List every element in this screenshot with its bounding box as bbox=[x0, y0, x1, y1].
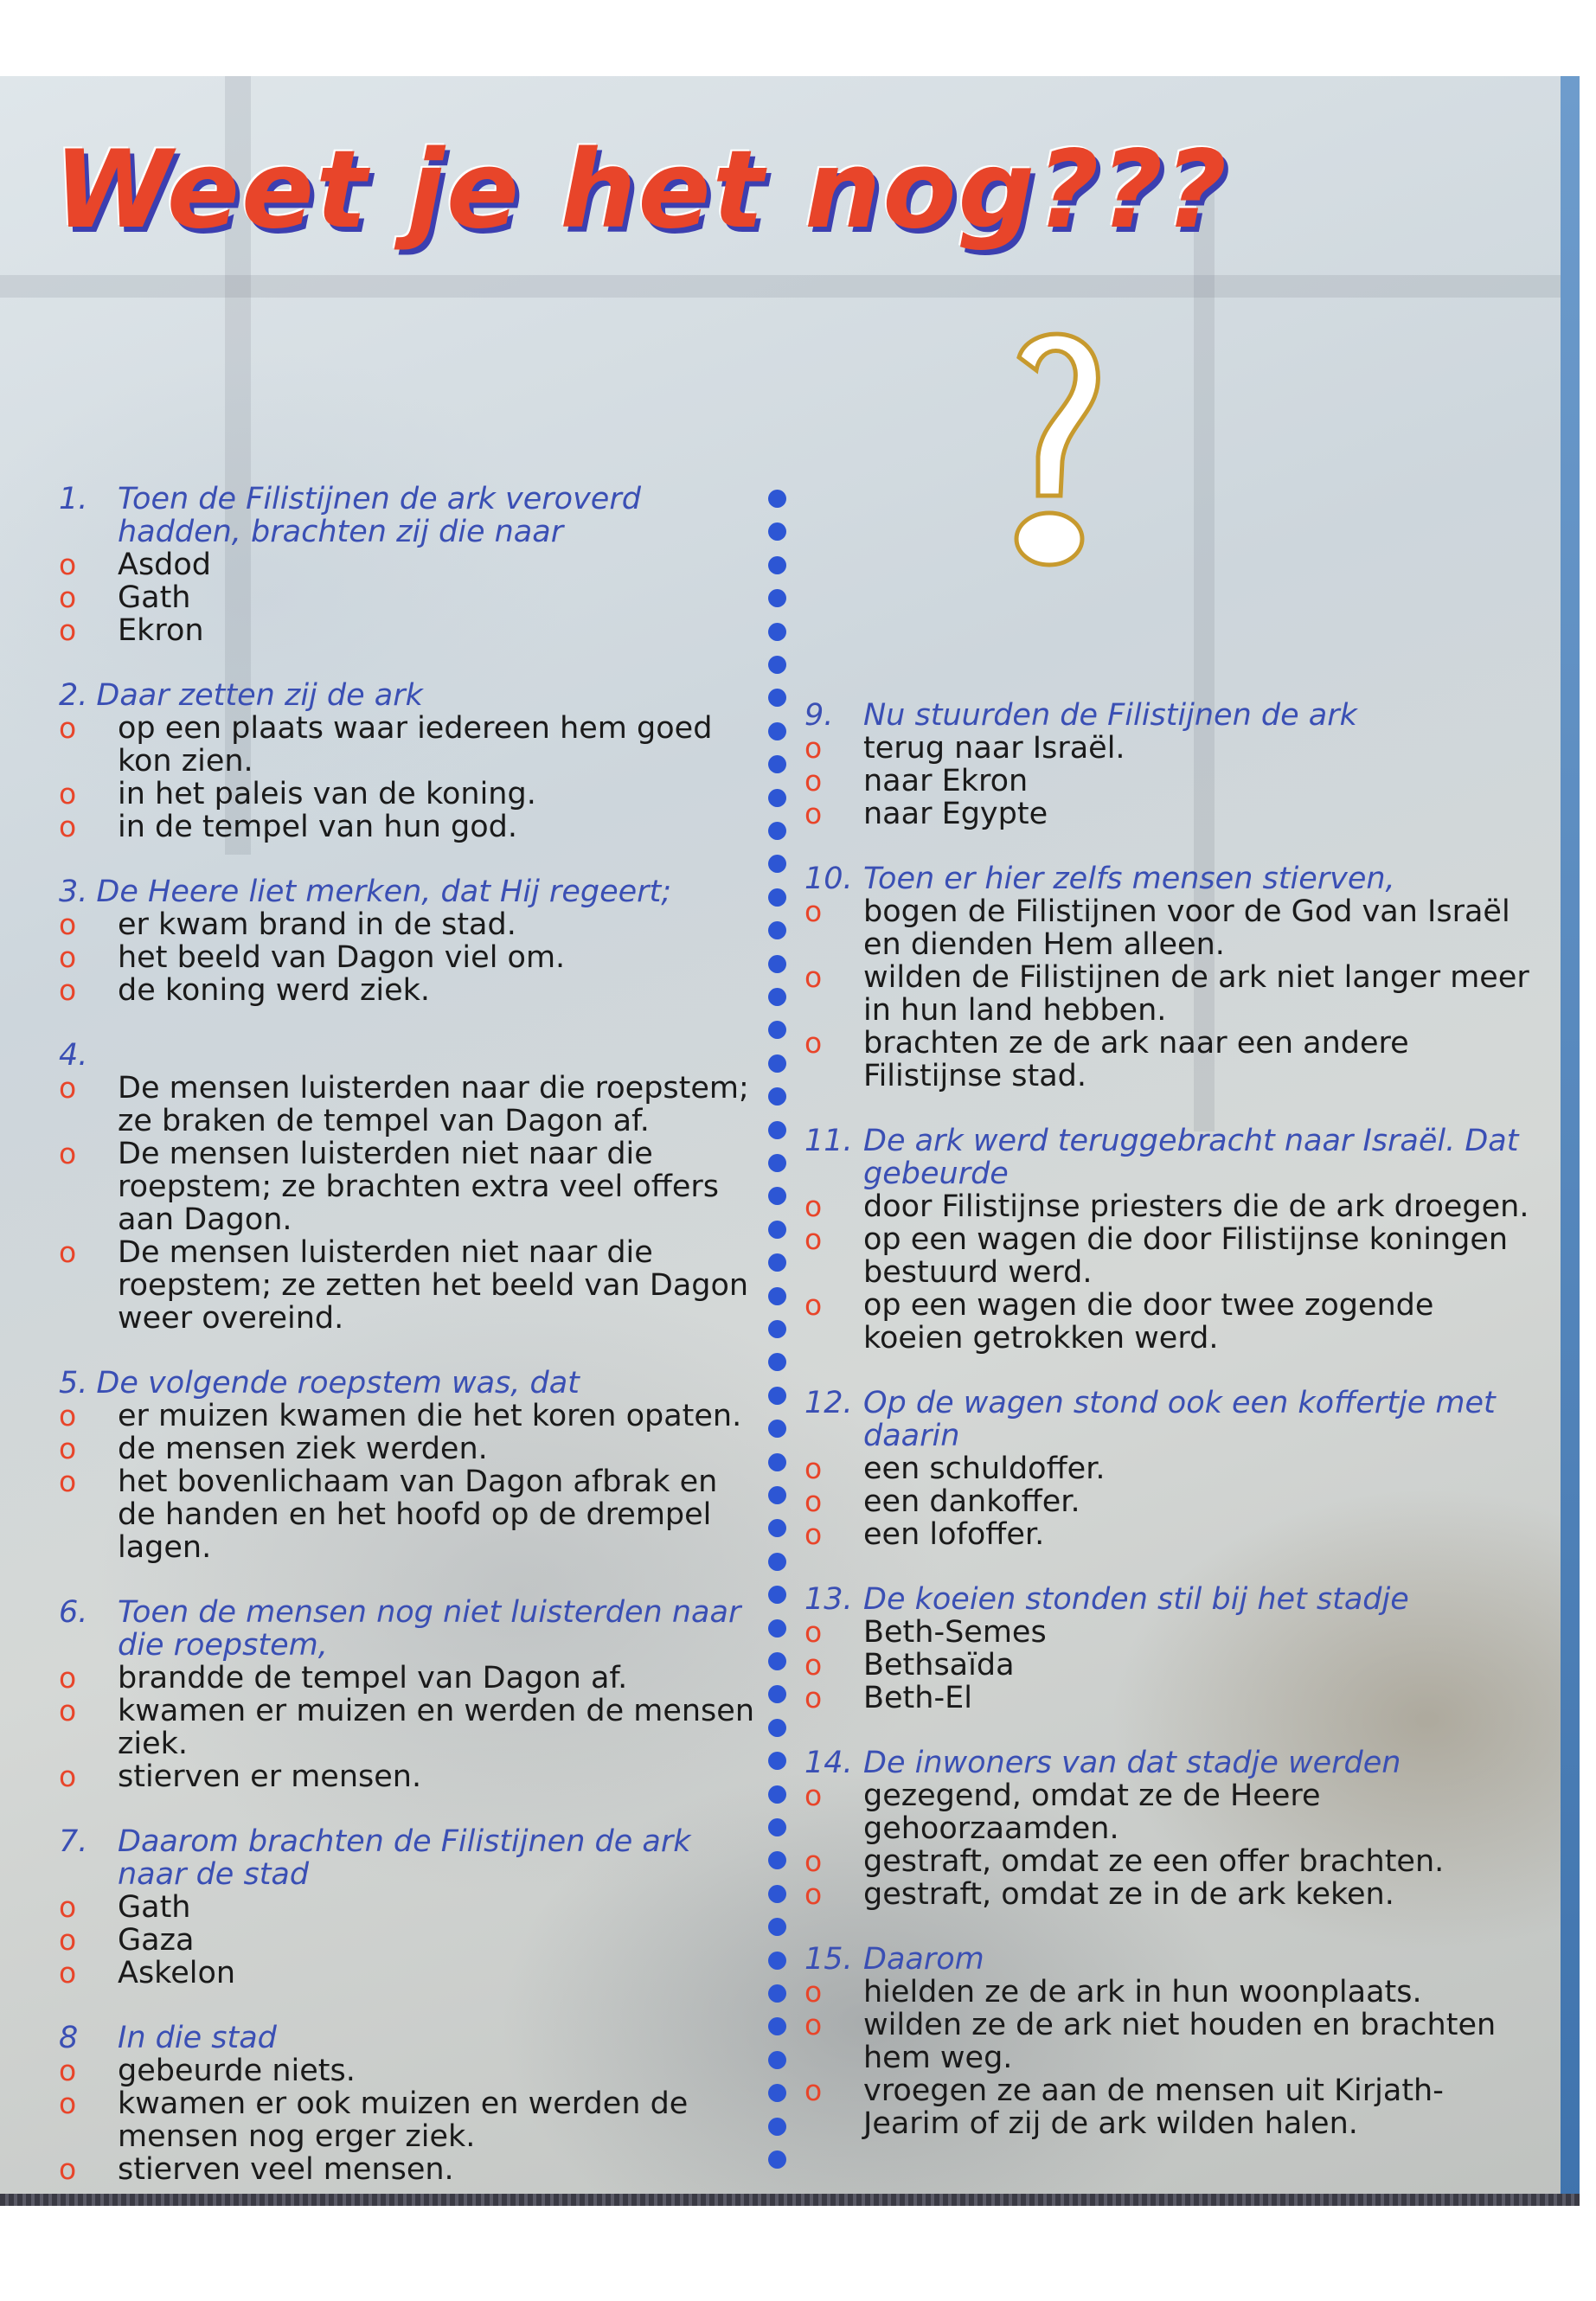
question-header bbox=[804, 699, 1531, 732]
divider-dot bbox=[768, 1154, 786, 1172]
option-text: door Filistijnse priesters die de ark droegen. bbox=[863, 1189, 1529, 1224]
question-14 bbox=[804, 1747, 1531, 1911]
question-header bbox=[59, 1367, 760, 1400]
answer-option[interactable] bbox=[59, 2054, 760, 2087]
option-bullet-icon[interactable]: o bbox=[804, 1877, 823, 1911]
question-number: 4. bbox=[59, 1038, 88, 1073]
option-bullet-icon[interactable]: o bbox=[59, 580, 77, 614]
divider-dot bbox=[768, 556, 786, 574]
divider-dot bbox=[768, 1320, 786, 1338]
question-text: Daar zetten zij de ark bbox=[96, 678, 423, 713]
question-3 bbox=[59, 875, 760, 1007]
divider-dot bbox=[768, 1387, 786, 1405]
answer-option[interactable] bbox=[59, 1891, 760, 1924]
question-text: Op de wagen stond ook een koffertje met daarin bbox=[863, 1386, 1496, 1453]
question-header bbox=[804, 1943, 1531, 1976]
option-bullet-icon[interactable]: o bbox=[59, 1432, 77, 1465]
option-bullet-icon[interactable]: o bbox=[59, 1137, 77, 1170]
answer-option[interactable] bbox=[59, 1662, 760, 1695]
question-12 bbox=[804, 1387, 1531, 1551]
dotted-divider bbox=[768, 490, 791, 2194]
divider-dot bbox=[768, 1918, 786, 1936]
answer-option[interactable] bbox=[59, 1072, 760, 1138]
question-10 bbox=[804, 862, 1531, 1093]
question-text: Daarom bbox=[863, 1942, 984, 1977]
divider-dot bbox=[768, 2051, 786, 2069]
question-text: Toen er hier zelfs mensen stierven, bbox=[863, 862, 1395, 896]
option-bullet-icon[interactable]: o bbox=[59, 1956, 77, 1990]
question-header bbox=[59, 679, 760, 712]
question-number: 15. bbox=[804, 1942, 853, 1977]
option-text: Beth-El bbox=[863, 1681, 972, 1715]
option-text: Gaza bbox=[118, 1923, 195, 1958]
answer-option[interactable] bbox=[59, 581, 760, 614]
option-text: in de tempel van hun god. bbox=[118, 810, 517, 844]
question-header bbox=[804, 862, 1531, 895]
option-text: stierven veel mensen. bbox=[118, 2152, 454, 2187]
option-text: Bethsaïda bbox=[863, 1648, 1015, 1682]
divider-dot bbox=[768, 1652, 786, 1670]
option-bullet-icon[interactable]: o bbox=[59, 2152, 77, 2186]
option-bullet-icon[interactable]: o bbox=[804, 1452, 823, 1485]
answer-option[interactable] bbox=[804, 1518, 1531, 1551]
option-bullet-icon[interactable]: o bbox=[59, 1694, 77, 1727]
page-edge-strip bbox=[1561, 76, 1580, 2206]
question-number: 8 bbox=[59, 2021, 79, 2055]
option-text: kwamen er ook muizen en werden de mensen nog erger ziek. bbox=[118, 2086, 689, 2154]
answer-option[interactable] bbox=[59, 908, 760, 941]
question-2 bbox=[59, 679, 760, 843]
option-text: gestraft, omdat ze in de ark keken. bbox=[863, 1877, 1394, 1912]
option-bullet-icon[interactable]: o bbox=[59, 1890, 77, 1924]
divider-dot bbox=[768, 1453, 786, 1471]
option-bullet-icon[interactable]: o bbox=[59, 1923, 77, 1957]
option-bullet-icon[interactable]: o bbox=[804, 1648, 823, 1682]
question-number: 10. bbox=[804, 862, 853, 896]
question-9 bbox=[804, 699, 1531, 830]
question-6 bbox=[59, 1596, 760, 1793]
question-header bbox=[59, 1596, 760, 1662]
divider-dot bbox=[768, 2150, 786, 2169]
divider-dot bbox=[768, 1752, 786, 1770]
answer-option[interactable] bbox=[59, 548, 760, 581]
option-text: bogen de Filistijnen voor de God van Israël en dienden Hem alleen. bbox=[863, 894, 1510, 962]
option-text: gestraft, omdat ze een offer brachten. bbox=[863, 1844, 1445, 1879]
divider-dot bbox=[768, 1719, 786, 1737]
answer-option[interactable] bbox=[59, 974, 760, 1007]
question-header bbox=[59, 483, 760, 548]
divider-dot bbox=[768, 1818, 786, 1836]
option-bullet-icon[interactable]: o bbox=[804, 2008, 823, 2041]
divider-dot bbox=[768, 1420, 786, 1438]
divider-dot bbox=[768, 1054, 786, 1073]
question-number: 6. bbox=[59, 1595, 88, 1630]
answer-option[interactable] bbox=[804, 1976, 1531, 2009]
option-bullet-icon[interactable]: o bbox=[59, 2086, 77, 2120]
answer-option[interactable] bbox=[59, 1695, 760, 1760]
divider-dot bbox=[768, 1984, 786, 2003]
question-number: 2. bbox=[59, 678, 88, 713]
option-text: stierven er mensen. bbox=[118, 1759, 422, 1794]
question-header bbox=[59, 875, 760, 908]
option-bullet-icon[interactable]: o bbox=[59, 777, 77, 811]
option-bullet-icon[interactable]: o bbox=[59, 711, 77, 745]
answer-option[interactable] bbox=[804, 2009, 1531, 2074]
option-bullet-icon[interactable]: o bbox=[59, 810, 77, 843]
option-text: brandde de tempel van Dagon af. bbox=[118, 1661, 628, 1695]
divider-dot bbox=[768, 1221, 786, 1239]
option-text: De mensen luisterden niet naar die roepstem; ze zetten het beeld van Dagon weer overeind. bbox=[118, 1235, 749, 1336]
question-header bbox=[59, 2022, 760, 2054]
option-bullet-icon[interactable]: o bbox=[804, 1517, 823, 1551]
option-text: naar Ekron bbox=[863, 764, 1029, 798]
question-header bbox=[59, 1039, 760, 1072]
option-bullet-icon[interactable]: o bbox=[59, 1759, 77, 1793]
option-text: naar Egypte bbox=[863, 797, 1048, 831]
divider-dot bbox=[768, 1619, 786, 1638]
divider-dot bbox=[768, 1121, 786, 1139]
question-number: 14. bbox=[804, 1746, 853, 1780]
divider-dot bbox=[768, 1885, 786, 1903]
option-text: De mensen luisterden naar die roepstem; ze braken de tempel van Dagon af. bbox=[118, 1071, 749, 1138]
divider-dot bbox=[768, 1486, 786, 1504]
option-bullet-icon[interactable]: o bbox=[59, 1071, 77, 1105]
divider-dot bbox=[768, 855, 786, 873]
question-header bbox=[804, 1747, 1531, 1779]
answer-option[interactable] bbox=[59, 1760, 760, 1793]
questions-left-column bbox=[59, 483, 760, 2206]
option-text: kwamen er muizen en werden de mensen ziek. bbox=[118, 1694, 755, 1761]
question-header bbox=[804, 1125, 1531, 1190]
question-text: De ark werd teruggebracht naar Israël. Dat gebeurde bbox=[863, 1124, 1519, 1191]
option-bullet-icon[interactable]: o bbox=[804, 1615, 823, 1649]
option-bullet-icon[interactable]: o bbox=[804, 1288, 823, 1322]
divider-dot bbox=[768, 1519, 786, 1537]
option-text: een lofoffer. bbox=[863, 1517, 1045, 1552]
option-bullet-icon[interactable]: o bbox=[59, 1465, 77, 1498]
question-text: Toen de Filistijnen de ark veroverd hadden, brachten zij die naar bbox=[118, 482, 641, 549]
question-8 bbox=[59, 2022, 760, 2186]
divider-dot bbox=[768, 1353, 786, 1371]
option-text: brachten ze de ark naar een andere Filistijnse stad. bbox=[863, 1026, 1409, 1093]
question-number: 12. bbox=[804, 1386, 853, 1420]
divider-dot bbox=[768, 888, 786, 907]
divider-dot bbox=[768, 1021, 786, 1039]
question-header bbox=[804, 1583, 1531, 1616]
answer-option[interactable] bbox=[59, 1465, 760, 1564]
divider-dot bbox=[768, 789, 786, 807]
option-text: een schuldoffer. bbox=[863, 1452, 1106, 1486]
divider-dot bbox=[768, 1785, 786, 1804]
option-bullet-icon[interactable]: o bbox=[804, 731, 823, 765]
option-bullet-icon[interactable]: o bbox=[59, 1235, 77, 1269]
question-text: De volgende roepstem was, dat bbox=[96, 1366, 580, 1400]
option-bullet-icon[interactable]: o bbox=[804, 797, 823, 830]
answer-option[interactable] bbox=[59, 941, 760, 974]
divider-dot bbox=[768, 1253, 786, 1272]
option-text: er kwam brand in de stad. bbox=[118, 907, 516, 942]
question-5 bbox=[59, 1367, 760, 1564]
divider-dot bbox=[768, 1087, 786, 1106]
answer-option[interactable] bbox=[804, 2074, 1531, 2140]
divider-dot bbox=[768, 722, 786, 740]
divider-dot bbox=[768, 656, 786, 674]
option-bullet-icon[interactable]: o bbox=[59, 907, 77, 941]
divider-dot bbox=[768, 522, 786, 541]
divider-dot bbox=[768, 689, 786, 707]
question-text: De koeien stonden stil bij het stadje bbox=[863, 1582, 1409, 1617]
option-text: het bovenlichaam van Dagon afbrak en de handen en het hoofd op de drempel lagen. bbox=[118, 1465, 718, 1565]
question-4 bbox=[59, 1039, 760, 1335]
option-text: De mensen luisterden niet naar die roepstem; ze brachten extra veel offers aan Dagon. bbox=[118, 1137, 719, 1237]
divider-dot bbox=[768, 955, 786, 973]
question-mark-icon bbox=[993, 318, 1114, 578]
option-text: Gath bbox=[118, 1890, 191, 1925]
option-text: Ekron bbox=[118, 613, 204, 648]
option-bullet-icon[interactable]: o bbox=[804, 1844, 823, 1878]
question-text: De Heere liet merken, dat Hij regeert; bbox=[96, 875, 672, 909]
option-text: Askelon bbox=[118, 1956, 236, 1990]
option-bullet-icon[interactable]: o bbox=[804, 1484, 823, 1518]
question-header bbox=[59, 1825, 760, 1891]
option-text: Beth-Semes bbox=[863, 1615, 1047, 1650]
option-bullet-icon[interactable]: o bbox=[59, 1399, 77, 1433]
question-number: 13. bbox=[804, 1582, 853, 1617]
answer-option[interactable] bbox=[804, 1779, 1531, 1845]
question-header bbox=[804, 1387, 1531, 1452]
answer-option[interactable] bbox=[804, 1452, 1531, 1485]
question-number: 1. bbox=[59, 482, 88, 516]
divider-dot bbox=[768, 2017, 786, 2035]
option-bullet-icon[interactable]: o bbox=[804, 894, 823, 928]
question-1 bbox=[59, 483, 760, 647]
question-number: 3. bbox=[59, 875, 88, 909]
option-bullet-icon[interactable]: o bbox=[804, 960, 823, 994]
answer-option[interactable] bbox=[804, 1845, 1531, 1878]
divider-dot bbox=[768, 1287, 786, 1305]
question-text: In die stad bbox=[118, 2021, 277, 2055]
answer-option[interactable] bbox=[804, 1682, 1531, 1715]
option-text: het beeld van Dagon viel om. bbox=[118, 940, 566, 975]
questions-right-column bbox=[804, 699, 1531, 2172]
option-bullet-icon[interactable]: o bbox=[59, 973, 77, 1007]
option-text: Asdod bbox=[118, 548, 212, 582]
option-text: een dankoffer. bbox=[863, 1484, 1080, 1519]
option-text: wilden de Filistijnen de ark niet langer meer in hun land hebben. bbox=[863, 960, 1529, 1028]
question-text: Nu stuurden de Filistijnen de ark bbox=[863, 698, 1357, 733]
answer-option[interactable] bbox=[59, 1400, 760, 1433]
option-text: gebeurde niets. bbox=[118, 2054, 356, 2088]
answer-option[interactable] bbox=[59, 1236, 760, 1335]
answer-option[interactable] bbox=[804, 798, 1531, 830]
answer-option[interactable] bbox=[59, 1433, 760, 1465]
option-bullet-icon[interactable]: o bbox=[804, 1779, 823, 1812]
question-text: Toen de mensen nog niet luisterden naar die roepstem, bbox=[118, 1595, 741, 1663]
divider-dot bbox=[768, 623, 786, 641]
option-text: de mensen ziek werden. bbox=[118, 1432, 488, 1466]
option-text: Gath bbox=[118, 580, 191, 615]
question-13 bbox=[804, 1583, 1531, 1715]
answer-option[interactable] bbox=[804, 732, 1531, 765]
answer-option[interactable] bbox=[59, 2153, 760, 2186]
answer-option[interactable] bbox=[804, 1616, 1531, 1649]
option-text: op een plaats waar iedereen hem goed kon zien. bbox=[118, 711, 713, 779]
answer-option[interactable] bbox=[59, 811, 760, 843]
answer-option[interactable] bbox=[59, 614, 760, 647]
option-bullet-icon[interactable]: o bbox=[59, 1661, 77, 1695]
answer-option[interactable] bbox=[804, 1223, 1531, 1289]
option-text: de koning werd ziek. bbox=[118, 973, 431, 1008]
divider-dot bbox=[768, 2084, 786, 2102]
worksheet-page bbox=[0, 76, 1580, 2206]
divider-dot bbox=[768, 1553, 786, 1571]
option-bullet-icon[interactable]: o bbox=[59, 2054, 77, 2087]
question-number: 11. bbox=[804, 1124, 853, 1158]
option-text: hielden ze de ark in hun woonplaats. bbox=[863, 1975, 1422, 2009]
answer-option[interactable] bbox=[59, 712, 760, 778]
page-bottom-band bbox=[0, 2194, 1580, 2206]
option-bullet-icon[interactable]: o bbox=[804, 1189, 823, 1223]
option-bullet-icon[interactable]: o bbox=[804, 1222, 823, 1256]
option-text: vroegen ze aan de mensen uit Kirjath-Jearim of zij de ark wilden halen. bbox=[863, 2073, 1444, 2141]
option-bullet-icon[interactable]: o bbox=[804, 764, 823, 798]
answer-option[interactable] bbox=[59, 778, 760, 811]
question-7 bbox=[59, 1825, 760, 1990]
option-text: op een wagen die door twee zogende koeien getrokken werd. bbox=[863, 1288, 1434, 1356]
answer-option[interactable] bbox=[59, 1924, 760, 1957]
divider-dot bbox=[768, 1952, 786, 1970]
question-15 bbox=[804, 1943, 1531, 2140]
answer-option[interactable] bbox=[804, 1289, 1531, 1355]
answer-option[interactable] bbox=[59, 1138, 760, 1236]
answer-option[interactable] bbox=[804, 961, 1531, 1027]
option-bullet-icon[interactable]: o bbox=[804, 1681, 823, 1715]
divider-dot bbox=[768, 2118, 786, 2136]
divider-dot bbox=[768, 1851, 786, 1869]
option-text: er muizen kwamen die het koren opaten. bbox=[118, 1399, 742, 1433]
answer-option[interactable] bbox=[804, 1485, 1531, 1518]
divider-dot bbox=[768, 1187, 786, 1205]
answer-option[interactable] bbox=[804, 1027, 1531, 1093]
option-bullet-icon[interactable]: o bbox=[804, 1975, 823, 2009]
question-11 bbox=[804, 1125, 1531, 1355]
question-number: 7. bbox=[59, 1824, 88, 1859]
divider-dot bbox=[768, 490, 786, 508]
option-bullet-icon[interactable]: o bbox=[59, 940, 77, 974]
option-text: gezegend, omdat ze de Heere gehoorzaamden. bbox=[863, 1779, 1321, 1846]
option-text: wilden ze de ark niet houden en brachten hem weg. bbox=[863, 2008, 1497, 2075]
question-text: Daarom brachten de Filistijnen de ark naar de stad bbox=[118, 1824, 691, 1892]
option-text: op een wagen die door Filistijnse koningen bestuurd werd. bbox=[863, 1222, 1509, 1290]
answer-option[interactable] bbox=[59, 2087, 760, 2153]
divider-dot bbox=[768, 589, 786, 607]
answer-option[interactable] bbox=[804, 1649, 1531, 1682]
divider-dot bbox=[768, 755, 786, 773]
divider-dot bbox=[768, 1586, 786, 1604]
option-bullet-icon[interactable]: o bbox=[804, 2073, 823, 2107]
option-text: in het paleis van de koning. bbox=[118, 777, 536, 811]
question-number: 9. bbox=[804, 698, 834, 733]
option-bullet-icon[interactable]: o bbox=[59, 548, 77, 581]
page-title: Weet je het nog??? bbox=[54, 128, 1229, 253]
answer-option[interactable] bbox=[804, 765, 1531, 798]
option-bullet-icon[interactable]: o bbox=[59, 613, 77, 647]
question-number: 5. bbox=[59, 1366, 88, 1400]
answer-option[interactable] bbox=[804, 1878, 1531, 1911]
answer-option[interactable] bbox=[59, 1957, 760, 1990]
question-text: De inwoners van dat stadje werden bbox=[863, 1746, 1401, 1780]
divider-dot bbox=[768, 988, 786, 1006]
option-text: terug naar Israël. bbox=[863, 731, 1125, 766]
divider-dot bbox=[768, 921, 786, 939]
divider-dot bbox=[768, 1685, 786, 1703]
answer-option[interactable] bbox=[804, 895, 1531, 961]
option-bullet-icon[interactable]: o bbox=[804, 1026, 823, 1060]
answer-option[interactable] bbox=[804, 1190, 1531, 1223]
divider-dot bbox=[768, 822, 786, 840]
